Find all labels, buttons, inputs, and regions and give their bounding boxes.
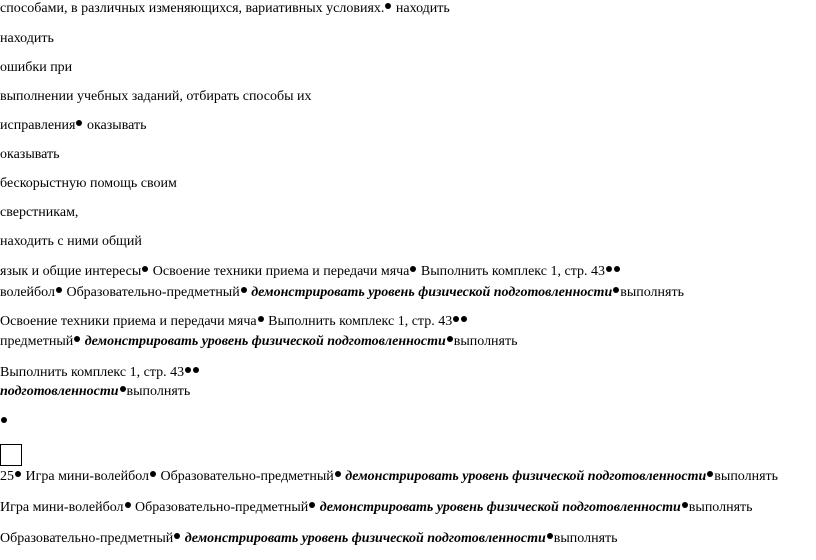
text-line: находить <box>0 31 54 46</box>
bullet-icon <box>447 336 453 342</box>
bullet-icon <box>150 471 156 477</box>
bullet-icon <box>241 287 247 293</box>
bullet-icon <box>258 316 264 322</box>
bullet-icon <box>142 266 148 272</box>
bullet-icon <box>120 386 126 392</box>
bullet-icon <box>606 266 612 272</box>
text-line: 25 Игра мини-волейбол Образовательно-предметный демонстрировать уровень физической подготовленности выполнять <box>0 469 779 484</box>
text-line: предметный демонстрировать уровень физической подготовленности выполнять <box>0 334 518 349</box>
bullet-icon <box>125 502 131 508</box>
text-line: язык и общие интересы Освоение техники приема и передачи мяча Выполнить комплекс 1, стр. 43 <box>0 264 621 280</box>
text-line: Образовательно-предметный демонстрировать уровень физической подготовленности выполнять <box>0 531 618 546</box>
bullet-icon <box>461 316 467 322</box>
bullet-icon <box>174 533 180 539</box>
bullet-icon <box>453 316 459 322</box>
text-line: подготовленности выполнять <box>0 384 191 399</box>
text-line: Игра мини-волейбол Образовательно-предметный демонстрировать уровень физической подготовленности выполнять <box>0 500 753 515</box>
text-line: выполнении учебных заданий, отбирать способы их <box>0 89 312 104</box>
text-line: Выполнить комплекс 1, стр. 43 <box>0 365 200 381</box>
bullet-icon <box>682 502 688 508</box>
text-line: бескорыстную помощь своим <box>0 176 177 191</box>
text-line: находить с ними общий <box>0 234 142 249</box>
text-line <box>0 415 8 431</box>
text-line: волейбол Образовательно-предметный демонстрировать уровень физической подготовленности выполнять <box>0 285 684 300</box>
text-line: оказывать <box>0 147 60 162</box>
bullet-icon <box>74 336 80 342</box>
text-line: Освоение техники приема и передачи мяча Выполнить комплекс 1, стр. 43 <box>0 314 468 330</box>
bullet-icon <box>76 120 82 126</box>
bullet-icon <box>385 3 391 9</box>
text-line: ошибки при <box>0 60 73 75</box>
bullet-icon <box>410 266 416 272</box>
bullet-icon <box>1 417 7 423</box>
text-line: исправления оказывать <box>0 118 147 133</box>
bullet-icon <box>309 502 315 508</box>
bullet-icon <box>707 471 713 477</box>
text-line: способами, в различных изменяющихся, вариативных условиях. находить <box>0 1 450 16</box>
bullet-icon <box>56 287 62 293</box>
bullet-icon <box>613 287 619 293</box>
bullet-icon <box>614 266 620 272</box>
text-line: сверстникам, <box>0 205 79 220</box>
empty-box <box>0 444 22 466</box>
bullet-icon <box>15 471 21 477</box>
bullet-icon <box>335 471 341 477</box>
bullet-icon <box>185 367 191 373</box>
bullet-icon <box>547 533 553 539</box>
bullet-icon <box>193 367 199 373</box>
